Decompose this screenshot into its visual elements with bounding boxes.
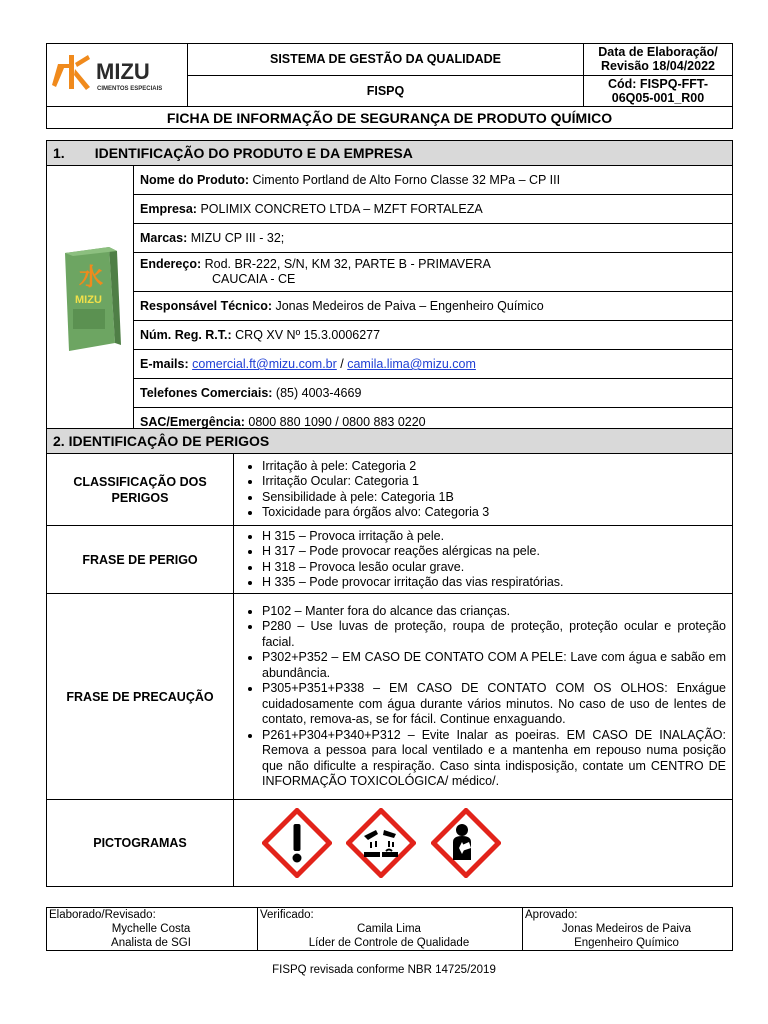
list-item: • H 318 – Provoca lesão ocular grave. — [262, 560, 726, 576]
technical-responsible-row: Responsável Técnico: Jonas Medeiros de Paiva – Engenheiro Químico — [134, 292, 733, 321]
health-hazard-icon — [431, 808, 501, 878]
list-item: • H 335 – Pode provocar irritação das vias respiratórias. — [262, 575, 726, 591]
precaution-label: FRASE DE PRECAUÇÃO — [47, 594, 234, 800]
approved-by: Aprovado: Jonas Medeiros de Paiva Engenheiro Químico — [523, 908, 733, 951]
email-link-camila[interactable]: camila.lima@mizu.com — [347, 357, 476, 371]
list-item: • P261+P304+P340+P312 – Evite Inalar as poeiras. EM CASO DE INALAÇÃO: Remova a pessoa para local ventilado e a mantenha em repouso numa posição que não dificulte a respiração. Caso sinta indisposição, contate um CENTRO DE INFORMAÇÃO TOXICOLÓGICA/ médico/. — [262, 728, 726, 790]
cement-bag-image — [47, 166, 134, 437]
list-item: • P305+P351+P338 – EM CASO DE CONTATO COM OS OLHOS: Enxágue cuidadosamente com água durante vários minutos. No caso de uso de lentes de contato, remova-as, se for fácil. Continue enxaguando. — [262, 681, 726, 728]
mizu-logo-icon — [50, 49, 184, 99]
precaution-list — [234, 594, 733, 800]
list-item: • P280 – Use luvas de proteção, roupa de proteção, proteção ocular e proteção facial. — [262, 619, 726, 650]
company-row: Empresa: POLIMIX CONCRETO LTDA – MZFT FORTALEZA — [134, 195, 733, 224]
svg-text:水: 水 — [79, 263, 103, 291]
classification-list — [234, 454, 733, 526]
section-hazard-identification — [46, 428, 733, 887]
sheet-title: FICHA DE INFORMAÇÃO DE SEGURANÇA DE PRODUTO QUÍMICO — [47, 107, 733, 129]
brands-row: Marcas: MIZU CP III - 32; — [134, 224, 733, 253]
pictograms — [234, 800, 733, 887]
registration-row: Núm. Reg. R.T.: CRQ XV Nº 15.3.0006277 — [134, 321, 733, 350]
doc-code: Cód: FISPQ-FFT- 06Q05-001_R00 — [584, 75, 733, 107]
email-link-commercial[interactable]: comercial.ft@mizu.com.br — [192, 357, 337, 371]
corrosion-icon — [346, 808, 416, 878]
list-item: • Irritação à pele: Categoria 2 — [262, 459, 726, 475]
list-item: • P302+P352 – EM CASO DE CONTATO COM A PELE: Lave com água e sabão em abundância. — [262, 650, 726, 681]
pictograms-label: PICTOGRAMAS — [47, 800, 234, 887]
list-item: • H 317 – Pode provocar reações alérgicas na pele. — [262, 544, 726, 560]
svg-text:CIMENTOS ESPECIAIS: CIMENTOS ESPECIAIS — [97, 85, 163, 92]
svg-text:MIZU: MIZU — [96, 58, 150, 84]
verified-by: Verificado: Camila Lima Líder de Controle de Qualidade — [258, 908, 523, 951]
list-item: • Toxicidade para órgãos alvo: Categoria 3 — [262, 505, 726, 521]
section2-heading: 2. IDENTIFICAÇÂO DE PERIGOS — [47, 429, 733, 454]
hazard-list — [234, 526, 733, 594]
document-header — [46, 43, 733, 129]
list-item: • Irritação Ocular: Categoria 1 — [262, 474, 726, 490]
list-item: • H 315 – Provoca irritação à pele. — [262, 529, 726, 545]
cement-bag-icon — [55, 239, 125, 359]
product-name-row: Nome do Produto: Cimento Portland de Alto Forno Classe 32 MPa – CP III — [134, 166, 733, 195]
approval-footer — [46, 907, 733, 951]
company-logo — [47, 44, 188, 107]
prepared-by: Elaborado/Revisado: Mychelle Costa Analista de SGI — [47, 908, 258, 951]
classification-label: CLASSIFICAÇÃO DOS PERIGOS — [47, 454, 234, 526]
section1-heading: 1. IDENTIFICAÇÃO DO PRODUTO E DA EMPRESA — [47, 141, 733, 166]
revision-note: FISPQ revisada conforme NBR 14725/2019 — [272, 964, 496, 976]
revision-date: Data de Elaboração/ Revisão 18/04/2022 — [584, 44, 733, 76]
phones-row: Telefones Comerciais: (85) 4003-4669 — [134, 379, 733, 408]
hazard-label: FRASE DE PERIGO — [47, 526, 234, 594]
system-title: SISTEMA DE GESTÃO DA QUALIDADE — [188, 44, 584, 76]
svg-text:MIZU: MIZU — [75, 293, 102, 306]
section-product-identification — [46, 140, 733, 437]
address-row: Endereço: Rod. BR-222, S/N, KM 32, PARTE B - PRIMAVERA CAUCAIA - CE — [134, 253, 733, 292]
list-item: • Sensibilidade à pele: Categoria 1B — [262, 490, 726, 506]
exclamation-mark-icon — [262, 808, 332, 878]
list-item: • P102 – Manter fora do alcance das crianças. — [262, 604, 726, 620]
sac-row: SAC/Emergência: 0800 880 1090 / 0800 883 0220 — [134, 408, 733, 437]
emails-row: E-mails: comercial.ft@mizu.com.br / camila.lima@mizu.com — [134, 350, 733, 379]
doc-type: FISPQ — [188, 75, 584, 107]
